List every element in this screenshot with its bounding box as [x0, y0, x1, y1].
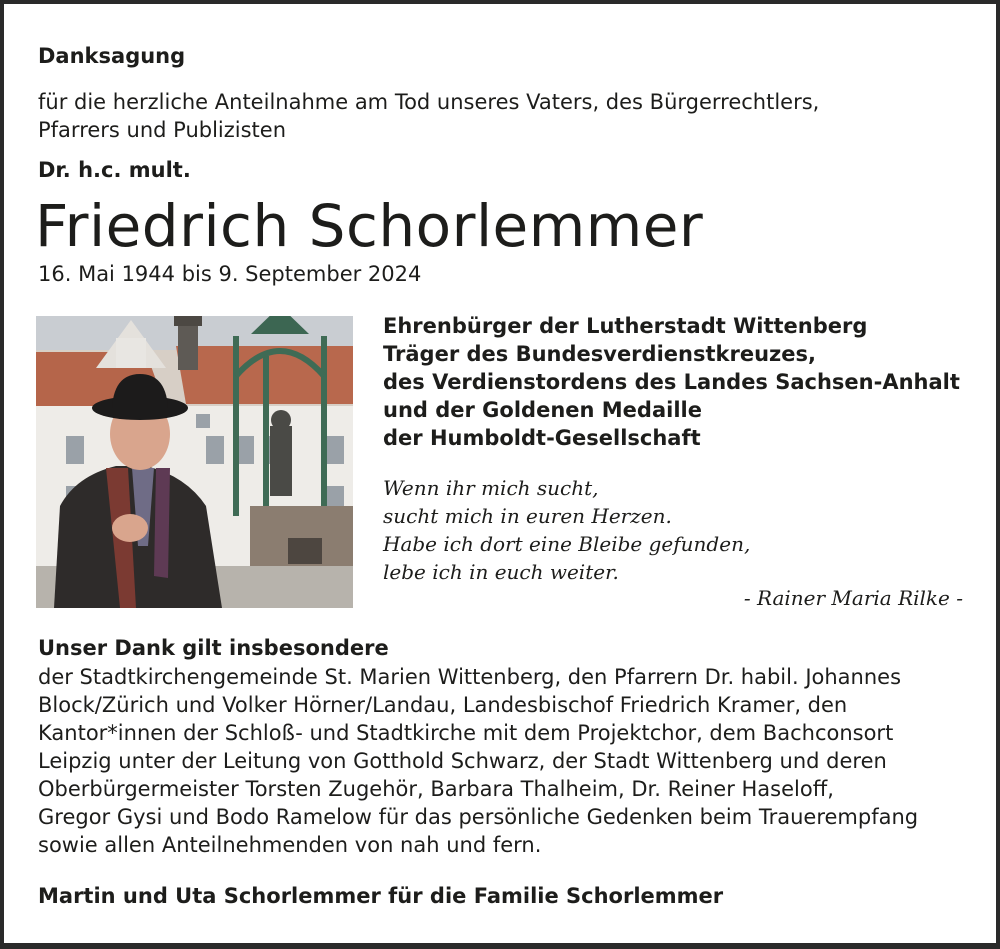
- intro-text: [38, 88, 819, 144]
- thanks-line: Gregor Gysi und Bodo Ramelow für das persönliche Gedenken beim Trauerempfang: [38, 805, 919, 829]
- portrait-photo: [36, 316, 353, 608]
- honor-line: Träger des Bundesverdienstkreuzes,: [383, 342, 816, 366]
- thanks-line: Block/Zürich und Volker Hörner/Landau, Landesbischof Friedrich Kramer, den: [38, 693, 848, 717]
- honor-line: und der Goldenen Medaille: [383, 398, 702, 422]
- notice-heading: Danksagung: [38, 44, 186, 68]
- thanks-line: Kantor*innen der Schloß- und Stadtkirche mit dem Projektchor, dem Bachconsort: [38, 721, 894, 745]
- honor-line: der Humboldt-Gesellschaft: [383, 426, 701, 450]
- poem-line: Wenn ihr mich sucht,: [383, 476, 599, 500]
- thanks-line: Oberbürgermeister Torsten Zugehör, Barbara Thalheim, Dr. Reiner Haseloff,: [38, 777, 834, 801]
- thanks-line: Leipzig unter der Leitung von Gotthold Schwarz, der Stadt Wittenberg und deren: [38, 749, 887, 773]
- thanks-heading: Unser Dank gilt insbesondere: [38, 636, 389, 660]
- signature: Martin und Uta Schorlemmer für die Familie Schorlemmer: [38, 884, 724, 908]
- deceased-name: Friedrich Schorlemmer: [35, 192, 704, 260]
- intro-line: Pfarrers und Publizisten: [38, 118, 287, 142]
- life-dates: 16. Mai 1944 bis 9. September 2024: [38, 262, 422, 286]
- poem-quote: [383, 474, 750, 586]
- honorific: Dr. h.c. mult.: [38, 158, 191, 182]
- intro-line: für die herzliche Anteilnahme am Tod unseres Vaters, des Bürgerrechtlers,: [38, 90, 820, 114]
- honor-line: Ehrenbürger der Lutherstadt Wittenberg: [383, 314, 868, 338]
- thanks-line: sowie allen Anteilnehmenden von nah und fern.: [38, 833, 542, 857]
- poem-author: - Rainer Maria Rilke -: [743, 586, 963, 610]
- poem-line: Habe ich dort eine Bleibe gefunden,: [383, 532, 751, 556]
- honors-list: [383, 312, 960, 452]
- honor-line: des Verdienstordens des Landes Sachsen-Anhalt: [383, 370, 960, 394]
- poem-line: sucht mich in euren Herzen.: [383, 504, 672, 528]
- poem-line: lebe ich in euch weiter.: [383, 560, 619, 584]
- thanks-line: der Stadtkirchengemeinde St. Marien Wittenberg, den Pfarrern Dr. habil. Johannes: [38, 665, 902, 689]
- thanks-text: [38, 663, 918, 859]
